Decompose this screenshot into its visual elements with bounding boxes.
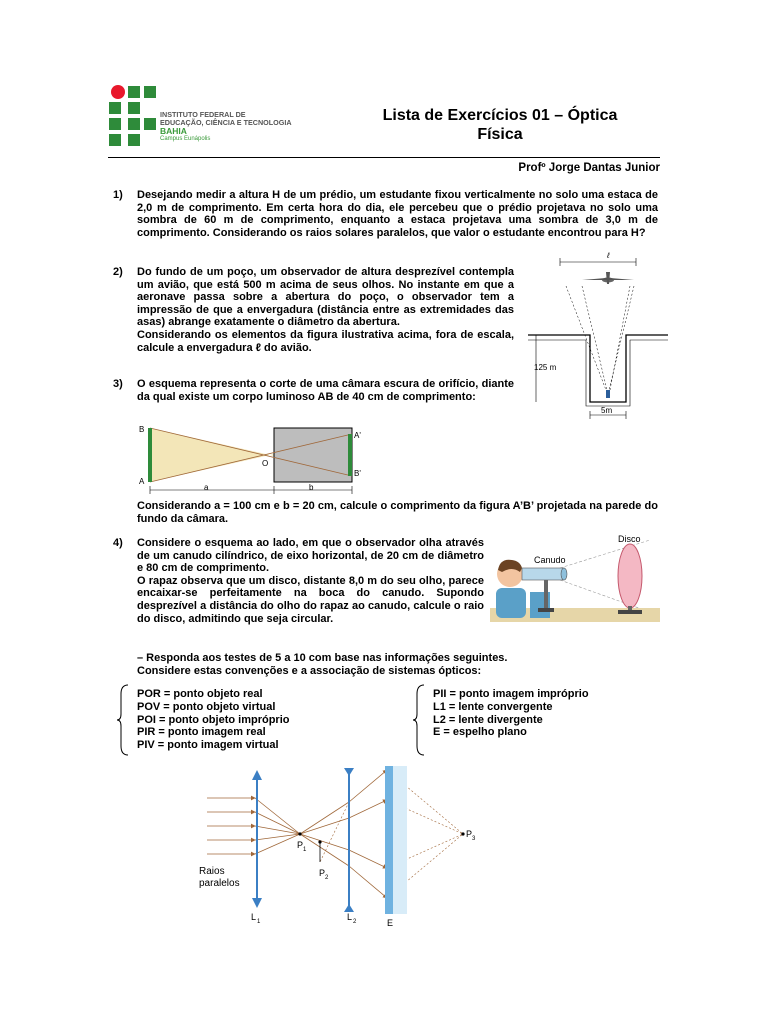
question-4-text: Considere o esquema ao lado, em que o observador olha através de um canudo cilíndrico, de eixo horizontal, de 20 cm de diâmetro e 80 cm de comprimento. O rapaz observa que um disco, distante 8,0 m do seu olho, parece encaixar-se perfeitamente na boca do canudo. Supondo desprezível a distância do olho do rapaz ao canudo, calcule o raio do disco, admitindo que seja circular. xyxy=(137,537,484,625)
svg-text:1: 1 xyxy=(303,847,307,853)
svg-text:a: a xyxy=(204,483,209,492)
svg-text:P: P xyxy=(297,840,304,850)
svg-text:L: L xyxy=(347,912,353,922)
pinhole-camera-figure xyxy=(136,420,376,498)
svg-text:Canudo: Canudo xyxy=(534,555,566,565)
svg-text:3: 3 xyxy=(472,836,476,842)
svg-text:2: 2 xyxy=(353,919,357,925)
svg-text:Disco: Disco xyxy=(618,534,641,544)
optical-system-figure xyxy=(195,762,495,932)
well-airplane-figure xyxy=(528,250,668,425)
question-2-text: Do fundo de um poço, um observador de altura desprezível contempla um avião, que está 500 m acima de seus olhos. No instante em que a aeronave passa sobre a abertura do poço, o observador tem a impressão de que a envergadura (distância entre as extremidades das asas) abrange exatamente o diâmetro da abertura. Considerando os elementos da figura ilustrativa acima, fora de escala, calcule a envergadura ℓ do avião. xyxy=(137,266,514,354)
svg-text:B': B' xyxy=(354,469,361,478)
svg-text:A': A' xyxy=(354,431,361,440)
svg-text:125 m: 125 m xyxy=(534,363,557,372)
question-2-number: 2) xyxy=(113,266,123,278)
left-brace xyxy=(116,684,130,761)
svg-text:O: O xyxy=(262,459,269,468)
svg-text:paralelos: paralelos xyxy=(199,878,240,889)
svg-text:E: E xyxy=(387,918,394,928)
question-3-number: 3) xyxy=(113,378,123,390)
svg-text:A: A xyxy=(139,477,145,486)
svg-text:B: B xyxy=(139,425,145,434)
svg-text:1: 1 xyxy=(257,919,261,925)
institution-name: INSTITUTO FEDERAL DE EDUCAÇÃO, CIÊNCIA E TECNOLOGIA BAHIA Campus Eunápolis xyxy=(160,110,292,142)
svg-text:L: L xyxy=(251,912,257,922)
professor-name: Profº Jorge Dantas Junior xyxy=(518,162,660,174)
svg-text:5m: 5m xyxy=(601,406,613,415)
svg-text:Raios: Raios xyxy=(199,866,225,877)
header-divider xyxy=(108,157,660,158)
svg-text:P: P xyxy=(319,868,326,878)
conventions-left: POR = ponto objeto real POV = ponto objeto virtual POI = ponto objeto impróprio PIR = ponto imagem real PIV = ponto imagem virtual xyxy=(137,688,290,752)
page-title: Lista de Exercícios 01 – Óptica Física xyxy=(382,107,618,143)
tests-intro: – Responda aos testes de 5 a 10 com base nas informações seguintes. Considere estas convenções e a associação de sistemas ópticos: xyxy=(137,652,508,677)
svg-text:2: 2 xyxy=(325,875,329,881)
right-brace xyxy=(412,684,426,761)
tube-disk-figure xyxy=(490,530,660,628)
question-4-number: 4) xyxy=(113,537,123,549)
conventions-right: PII = ponto imagem impróprio L1 = lente convergente L2 = lente divergente E = espelho plano xyxy=(433,688,589,739)
question-3-followup: Considerando a = 100 cm e b = 20 cm, calcule o comprimento da figura A’B’ projetada na parede do fundo da câmara. xyxy=(137,500,658,525)
question-1-text: Desejando medir a altura H de um prédio, um estudante fixou verticalmente no solo uma estaca de 2,0 m de comprimento. Em certa hora do dia, ele percebeu que o prédio projetava no solo uma sombra de 60 m de comprimento, enquanto a estaca projetava uma sombra de 3,0 m de comprimento. Considerando os raios solares paralelos, que valor o estudante encontrou para H? xyxy=(137,189,658,239)
svg-text:P: P xyxy=(466,829,473,839)
question-1-number: 1) xyxy=(113,189,123,201)
svg-text:ℓ: ℓ xyxy=(607,251,610,260)
svg-text:b: b xyxy=(309,483,314,492)
question-3-text: O esquema representa o corte de uma câmara escura de orifício, diante da qual existe um corpo luminoso AB de 40 cm de comprimento: xyxy=(137,378,514,403)
